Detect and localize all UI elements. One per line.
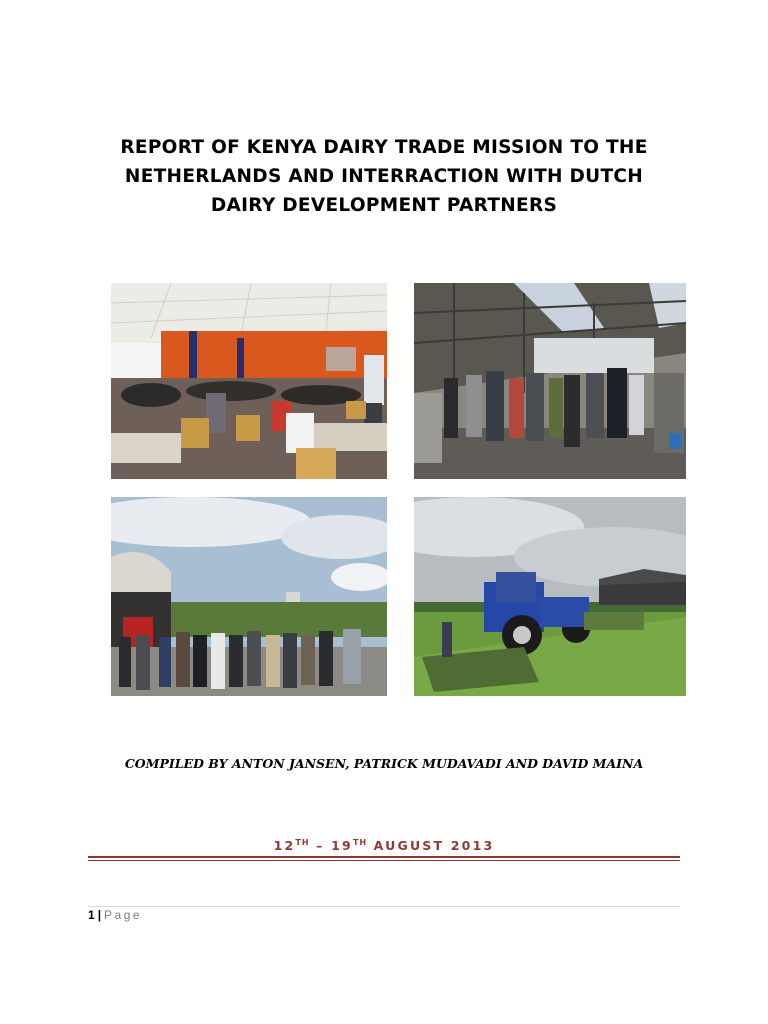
date-dash: – — [316, 838, 325, 853]
date-start-day: 12 — [273, 838, 296, 853]
footer-separator: | — [97, 908, 102, 922]
footer-divider — [88, 906, 680, 907]
mission-date-range — [88, 838, 680, 853]
page-footer — [88, 908, 142, 922]
page-label: Page — [104, 908, 143, 922]
page-number: 1 — [88, 908, 95, 922]
date-month-year: AUGUST 2013 — [373, 838, 495, 853]
compiled-by-credit: COMPILED BY ANTON JANSEN, PATRICK MUDAVADI AND DAVID MAINA — [124, 756, 644, 771]
report-title-line-2: NETHERLANDS AND INTERRACTION WITH DUTCH — [124, 166, 644, 187]
report-title-line-3: DAIRY DEVELOPMENT PARTNERS — [210, 195, 558, 216]
date-end-day: 19 — [331, 838, 353, 853]
report-title — [60, 133, 708, 220]
date-underline-thin — [88, 860, 680, 861]
barn-interior-photo — [414, 283, 686, 479]
date-end-suffix: TH — [352, 838, 368, 847]
tractor-mowing-photo — [414, 497, 686, 696]
meeting-room-photo — [111, 283, 387, 479]
date-start-suffix: TH — [295, 838, 310, 847]
date-underline-thick — [88, 856, 680, 858]
report-title-line-1: REPORT OF KENYA DAIRY TRADE MISSION TO THE — [120, 137, 648, 158]
biogas-site-visit-photo — [111, 497, 387, 696]
